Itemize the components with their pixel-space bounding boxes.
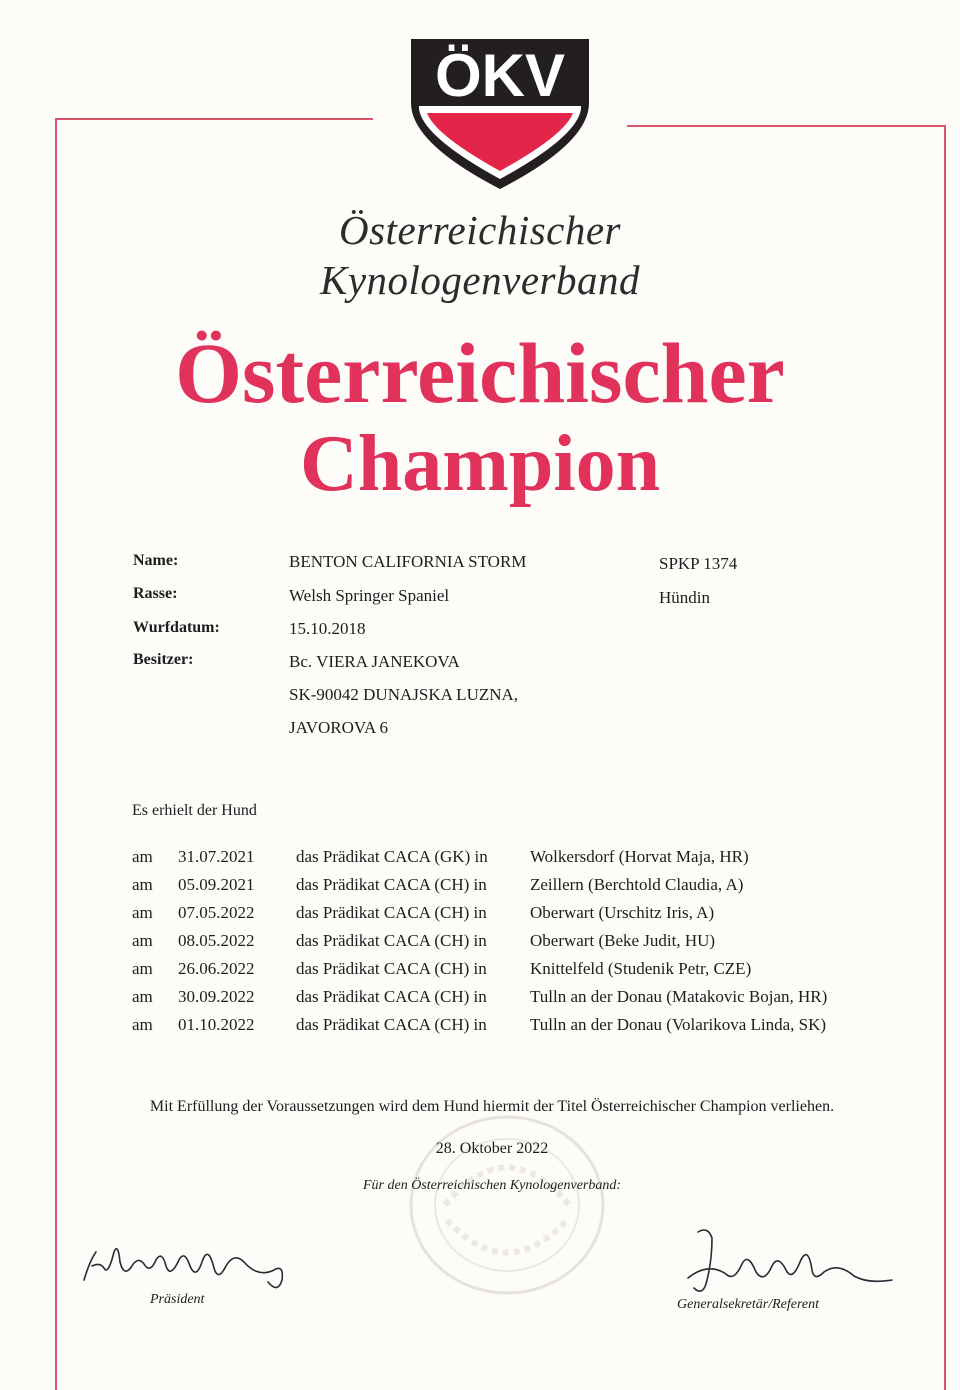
- frame-top-right-line: [627, 125, 946, 127]
- okv-logo-text: ÖKV: [434, 42, 566, 109]
- award-predicate: das Prädikat CACA (CH) in: [296, 903, 487, 922]
- for-organization-line: Für den Österreichischen Kynologenverband:: [362, 1178, 622, 1193]
- award-date: 31.07.2021: [178, 847, 255, 866]
- name-value: BENTON CALIFORNIA STORM: [289, 552, 527, 571]
- award-am: am: [132, 987, 153, 1006]
- organization-line-1: Österreichischer: [338, 207, 622, 253]
- name-label: Name:: [133, 552, 179, 569]
- award-row: [0, 959, 960, 985]
- secretary-signature: [668, 1222, 898, 1302]
- award-row: [0, 987, 960, 1013]
- owner-line-3: JAVOROVA 6: [289, 718, 389, 737]
- award-location: Oberwart (Beke Judit, HU): [530, 931, 716, 950]
- secretary-role: Generalsekretär/Referent: [677, 1297, 820, 1312]
- award-am: am: [132, 1015, 153, 1034]
- intro-text: Es erhielt der Hund: [132, 802, 257, 819]
- award-location: Tulln an der Donau (Volarikova Linda, SK): [530, 1015, 827, 1034]
- title-line-1: Österreichischer: [175, 325, 785, 421]
- award-location: Wolkersdorf (Horvat Maja, HR): [530, 847, 749, 866]
- award-date: 07.05.2022: [178, 903, 255, 922]
- breed-label: Rasse:: [133, 585, 178, 602]
- award-location: Zeillern (Berchtold Claudia, A): [530, 875, 744, 894]
- organization-line-2: Kynologenverband: [320, 257, 640, 303]
- okv-logo: [405, 33, 595, 195]
- award-location: Oberwart (Urschitz Iris, A): [530, 903, 715, 922]
- award-date: 05.09.2021: [178, 875, 255, 894]
- frame-left-line: [55, 118, 57, 1390]
- title-line-2: Champion: [299, 420, 661, 508]
- frame-top-left-line: [55, 118, 373, 120]
- award-predicate: das Prädikat CACA (CH) in: [296, 987, 487, 1006]
- award-location: Tulln an der Donau (Matakovic Bojan, HR): [530, 987, 828, 1006]
- sex-value: Hündin: [659, 588, 710, 607]
- embossed-seal: [405, 1110, 610, 1300]
- award-am: am: [132, 931, 153, 950]
- award-row: [0, 847, 960, 873]
- award-location: Knittelfeld (Studenik Petr, CZE): [530, 959, 752, 978]
- closing-statement: Mit Erfüllung der Voraussetzungen wird dem Hund hiermit der Titel Österreichischer Champion verliehen.: [149, 1098, 835, 1115]
- dob-label: Wurfdatum:: [133, 619, 220, 636]
- issue-date: 28. Oktober 2022: [435, 1140, 549, 1157]
- president-signature: [78, 1222, 298, 1302]
- award-row: [0, 875, 960, 901]
- award-row: [0, 1015, 960, 1041]
- award-predicate: das Prädikat CACA (CH) in: [296, 875, 487, 894]
- award-predicate: das Prädikat CACA (CH) in: [296, 959, 487, 978]
- award-date: 08.05.2022: [178, 931, 255, 950]
- dob-value: 15.10.2018: [289, 619, 366, 638]
- award-row: [0, 931, 960, 957]
- breed-value: Welsh Springer Spaniel: [289, 586, 450, 605]
- award-am: am: [132, 903, 153, 922]
- president-role: Präsident: [150, 1292, 205, 1307]
- registration-number: SPKP 1374: [659, 554, 738, 573]
- award-am: am: [132, 959, 153, 978]
- owner-label: Besitzer:: [133, 651, 194, 668]
- award-row: [0, 903, 960, 929]
- award-date: 01.10.2022: [178, 1015, 255, 1034]
- award-predicate: das Prädikat CACA (GK) in: [296, 847, 488, 866]
- owner-line-1: Bc. VIERA JANEKOVA: [289, 652, 460, 671]
- frame-right-line: [944, 125, 946, 1390]
- award-am: am: [132, 875, 153, 894]
- award-predicate: das Prädikat CACA (CH) in: [296, 931, 487, 950]
- award-date: 30.09.2022: [178, 987, 255, 1006]
- award-am: am: [132, 847, 153, 866]
- award-date: 26.06.2022: [178, 959, 255, 978]
- owner-line-2: SK-90042 DUNAJSKA LUZNA,: [289, 685, 519, 704]
- award-predicate: das Prädikat CACA (CH) in: [296, 1015, 487, 1034]
